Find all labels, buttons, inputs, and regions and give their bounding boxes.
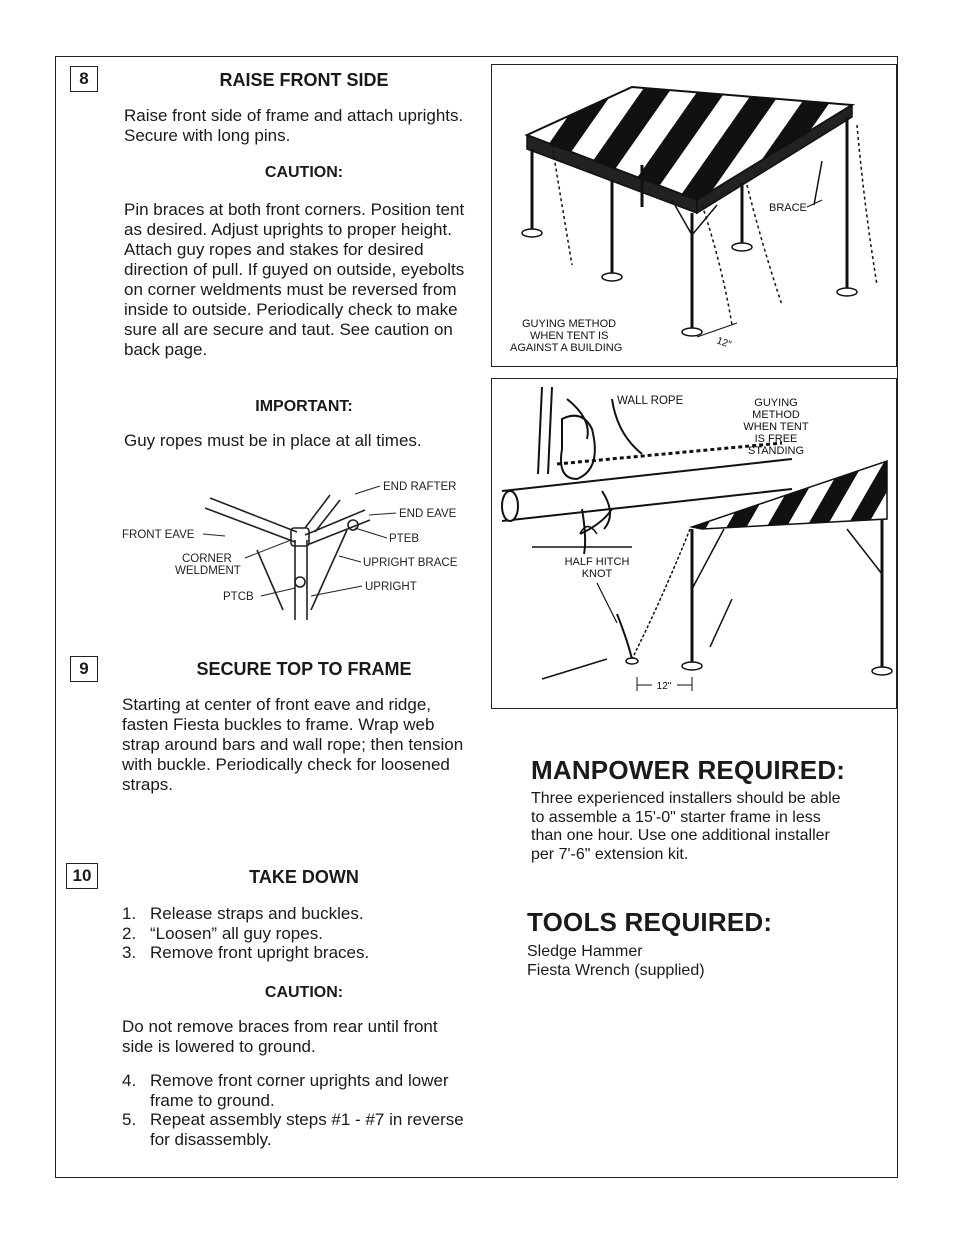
guying-caption-line-2: WHEN TENT IS [530, 330, 609, 342]
guying-free-line-3: WHEN TENT [743, 421, 809, 433]
step-8-title: RAISE FRONT SIDE [219, 70, 389, 90]
upright-detail [538, 387, 542, 474]
take-down-step: 4. Remove front corner uprights and lower frame to ground. [122, 1071, 449, 1110]
step-10-number: 10 [66, 863, 98, 889]
take-down-list-2 [122, 1071, 467, 1149]
guy-rope [632, 529, 690, 659]
tool-item: Sledge Hammer [527, 943, 643, 960]
step-8-intro: Raise front side of frame and attach uprights. Secure with long pins. [124, 106, 464, 145]
step-8-important-text: Guy ropes must be in place at all times. [124, 431, 422, 450]
end-eave-pipe [305, 510, 365, 535]
label-corner: CORNER [182, 553, 232, 565]
manpower-text: Three experienced installers should be able to assemble a 15'-0" starter frame in less than one hour. Use one additional installer per 7'-6" extension kit. [531, 790, 841, 863]
take-down-step: 1. Release straps and buckles. [122, 904, 364, 923]
manpower-title: MANPOWER REQUIRED: [531, 755, 846, 785]
step-8-caution-text: Pin braces at both front corners. Position tent as desired. Adjust uprights to proper height. Attach guy ropes and stakes for desired direction of pull. If guyed on outside, eyebolts on corner weldments must be reversed from inside to outside. Periodically check to make sure all are secure and taut. See caution on back page. [124, 200, 465, 359]
label-end-eave: END EAVE [399, 508, 457, 520]
step-10-caution-text: Do not remove braces from rear until front side is lowered to ground. [122, 1017, 438, 1056]
wall-rope-label: WALL ROPE [617, 395, 684, 407]
guying-caption-line-1: GUYING METHOD [522, 318, 617, 330]
label-ptcb: PTCB [223, 591, 254, 603]
tent-free-standing-illustration [492, 379, 895, 707]
label-weldment: WELDMENT [175, 565, 241, 577]
half-hitch-line-1: HALF HITCH [564, 556, 630, 568]
guying-free-line-2: METHOD [752, 409, 800, 421]
free-standing-canopy [692, 461, 887, 529]
tools-list [527, 942, 705, 980]
step-9-number: 9 [70, 656, 98, 682]
step-9-text: Starting at center of front eave and ridge, fasten Fiesta buckles to frame. Wrap web strap around bars and wall rope; then tension with buckle. Periodically check for loosened straps. [122, 695, 464, 794]
distance-label: 12" [714, 335, 733, 351]
free-distance-label: 12" [656, 681, 672, 692]
brace-label: BRACE [769, 202, 807, 214]
take-down-step: 5. Repeat assembly steps #1 - #7 in reverse for disassembly. [122, 1110, 464, 1149]
tools-title: TOOLS REQUIRED: [527, 907, 773, 937]
label-pteb: PTEB [389, 533, 420, 545]
frame-parts-diagram [115, 470, 475, 630]
tent-against-building-illustration [492, 65, 895, 365]
strap-buckle-detail [561, 416, 595, 479]
take-down-step: 2. “Loosen” all guy ropes. [122, 923, 323, 943]
take-down-list-1 [122, 904, 482, 963]
step-10-title: TAKE DOWN [249, 867, 359, 887]
take-down-step: 3. Remove front upright braces. [122, 943, 370, 962]
guying-caption-line-3: AGAINST A BUILDING [510, 342, 623, 354]
tool-item: Fiesta Wrench (supplied) [527, 962, 705, 979]
label-upright-brace: UPRIGHT BRACE [363, 557, 458, 569]
step-9-title: SECURE TOP TO FRAME [196, 659, 412, 679]
step-10-caution-title: CAUTION: [264, 984, 344, 1001]
half-hitch-line-2: KNOT [581, 568, 613, 580]
end-rafter-pipe [315, 500, 340, 532]
rope-detail [502, 459, 792, 491]
step-8-caution-title: CAUTION: [264, 164, 344, 181]
guying-free-line-5: STANDING [747, 445, 805, 457]
guying-free-standing-figure [491, 378, 897, 709]
guying-building-figure [491, 64, 897, 367]
step-8-important-title: IMPORTANT: [255, 398, 353, 415]
label-front-eave: FRONT EAVE [122, 529, 195, 541]
wall-rope-pointer [612, 399, 642, 454]
guying-free-line-1: GUYING [754, 397, 798, 409]
step-8-number: 8 [70, 66, 98, 92]
label-end-rafter: END RAFTER [383, 481, 457, 493]
label-upright: UPRIGHT [365, 581, 417, 593]
guying-free-line-4: IS FREE [754, 433, 798, 445]
